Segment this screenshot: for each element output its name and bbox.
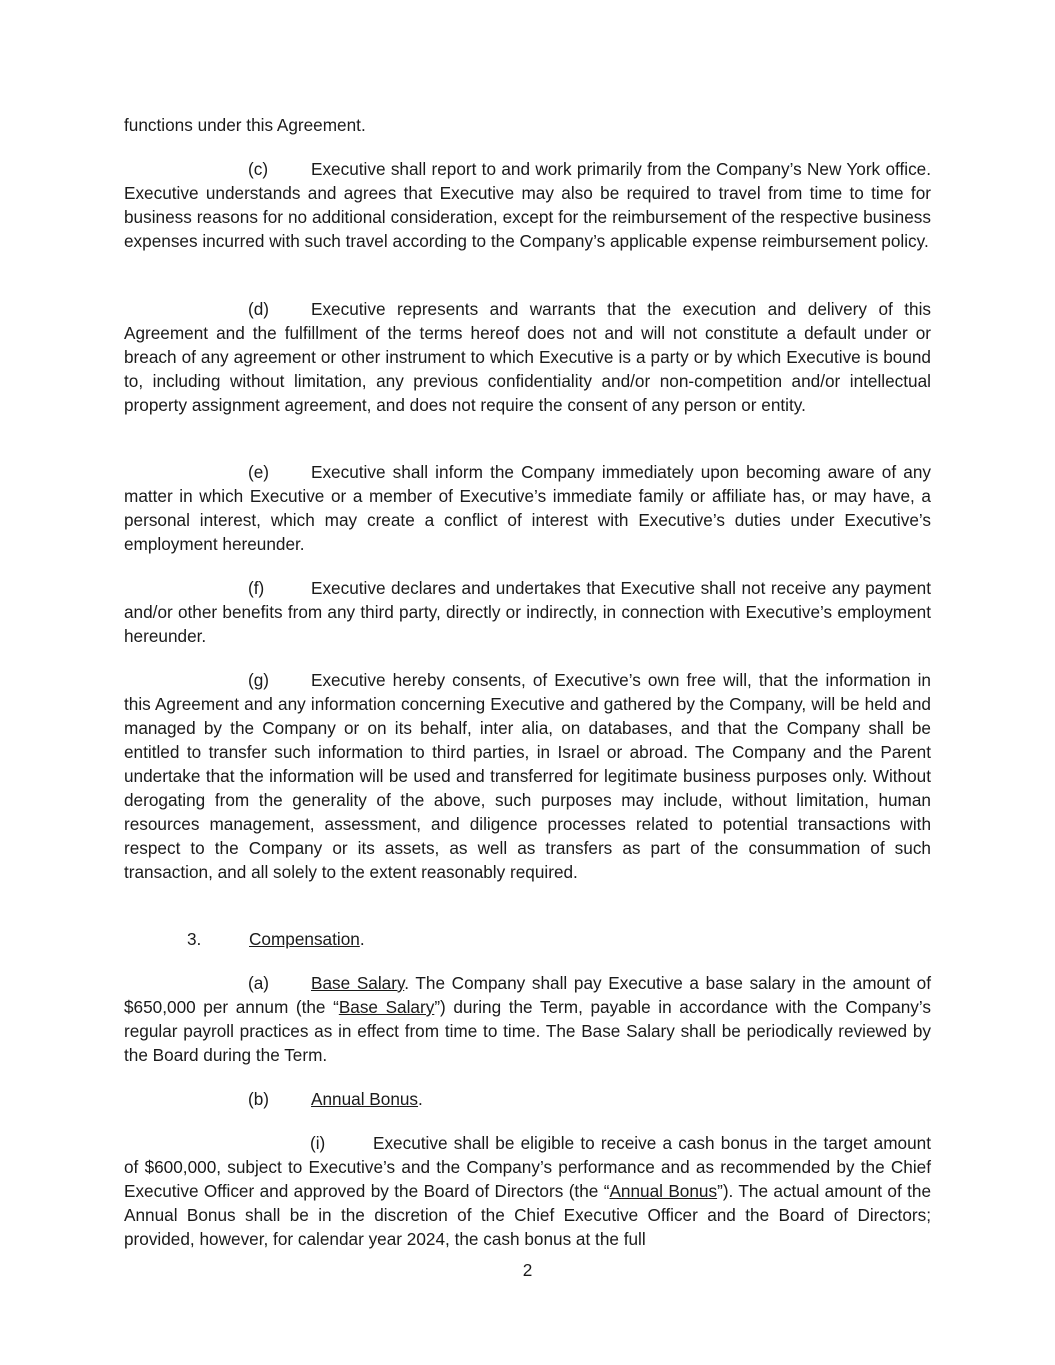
section-number: 3. — [187, 929, 202, 949]
paragraph-text: Executive shall inform the Company immediately upon becoming aware of any matter in which Executive or a member of Executive’s immediate family or affiliate has, or may have, a personal interest, which may create a conflict of interest with Executive’s duties under Executive’s employment hereunder. — [124, 462, 931, 554]
paragraph-3b: (b) Annual Bonus. — [248, 1089, 423, 1109]
paragraph-label: (a) — [248, 973, 270, 993]
paragraph-3b-i — [124, 1131, 931, 1251]
paragraph-text: Executive shall report to and work primarily from the Company’s New York office. Executive understands and agrees that Executive may also be required to travel from time to time for business reasons for no additional consideration, except for the reimbursement of the respective business expenses incurred with such travel according to the Company’s applicable expense reimbursement policy. — [124, 159, 931, 251]
paragraph-label: (i) — [310, 1133, 326, 1153]
paragraph-3a — [124, 971, 931, 1067]
paragraph-label: (g) — [248, 670, 270, 690]
paragraph-label: (e) — [248, 462, 270, 482]
paragraph-text: Executive shall be eligible to receive a cash bonus in the target amount of $600,000, subject to Executive’s and the Company’s performance and as recommended by the Chief Executive Officer and approved by the Board of Directors (the “ — [124, 1133, 931, 1201]
subsection-title: Base Salary — [311, 973, 405, 993]
paragraph-text: Executive hereby consents, of Executive’s own free will, that the information in this Agreement and any information concerning Executive and gathered by the Company, will be held and managed by the Company or on its behalf, inter alia, on databases, and that the Company shall be entitled to transfer such information to third parties, in Israel or abroad. The Company and the Parent undertake that the information will be used and transferred for legitimate business purposes only. Without derogating from the generality of the above, such purposes may include, without limitation, human resources management, assessment, and diligence processes related to potential transactions with respect to the Company or its assets, as well as transfers as part of the consummation of such transaction, and all solely to the extent reasonably required. — [124, 670, 931, 882]
defined-term: Annual Bonus — [609, 1181, 718, 1201]
paragraph-label: (d) — [248, 299, 270, 319]
carryover-paragraph: functions under this Agreement. — [124, 115, 366, 135]
paragraph-c — [124, 157, 931, 253]
subsection-title: Annual Bonus — [311, 1089, 419, 1109]
paragraph-d — [124, 297, 931, 417]
section-title: Compensation. — [249, 929, 365, 949]
page-number: 2 — [522, 1260, 533, 1280]
paragraph-text: Executive declares and undertakes that Executive shall not receive any payment and/or other benefits from any third party, directly or indirectly, in connection with Executive’s employment hereunder. — [124, 578, 931, 646]
paragraph-g — [124, 668, 931, 884]
paragraph-label: (c) — [248, 159, 269, 179]
paragraph-text-cont: ”) during the Term, payable in accordance with the Company’s regular payroll practices as in effect from time to time. The Base Salary shall be periodically reviewed by the Board during the Term. — [124, 997, 932, 1065]
paragraph-e — [124, 460, 931, 556]
paragraph-text-cont: ”). The actual amount of the Annual Bonus shall be in the discretion of the Chief Executive Officer and the Board of Directors; provided, however, for calendar year 2024, the cash bonus at the full — [124, 1181, 932, 1249]
defined-term: Base Salary — [338, 997, 435, 1017]
paragraph-f — [124, 576, 931, 648]
paragraph-label: (b) — [248, 1089, 270, 1109]
paragraph-label: (f) — [248, 578, 265, 598]
paragraph-text: Executive represents and warrants that the execution and delivery of this Agreement and the fulfillment of the terms hereof does not and will not constitute a default under or breach of any agreement or other instrument to which Executive is a party or by which Executive is bound to, including without limitation, any previous confidentiality and/or non-competition and/or intellectual property assignment agreement, and does not require the consent of any person or entity. — [124, 299, 931, 415]
paragraph-text: . The Company shall pay Executive a base salary in the amount of $650,000 per annum (the “ — [124, 973, 931, 1017]
